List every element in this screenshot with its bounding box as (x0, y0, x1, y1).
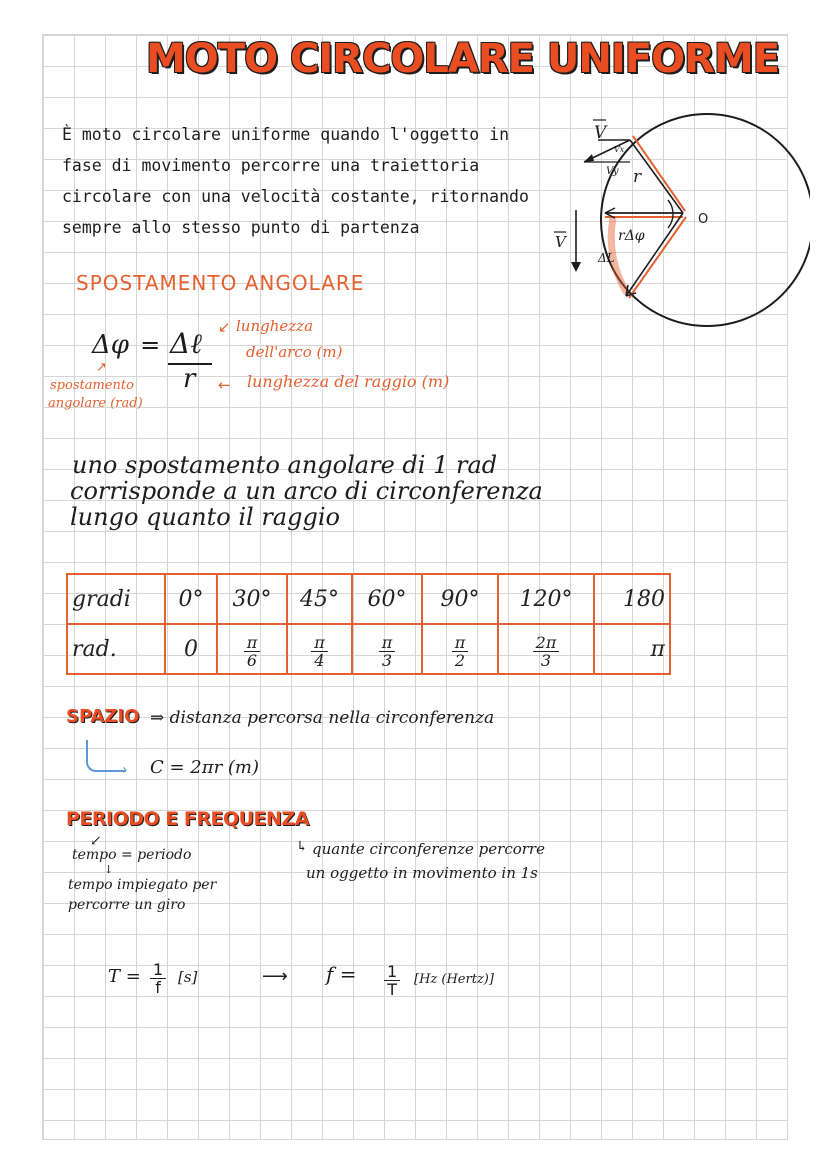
page-title: MOTO CIRCOLARE UNIFORME (146, 36, 780, 82)
label-v-left: V (555, 233, 566, 251)
period-fraction (150, 960, 166, 996)
frac-den: 6 (246, 651, 258, 670)
note-displacement-line2: angolare (rad) (48, 396, 143, 411)
frequency-note-1: quante circonferenze percorre (312, 840, 545, 858)
table-cell-rad (498, 624, 594, 674)
period-note-2: tempo impiegato per (68, 877, 217, 893)
intro-line: circolare con una velocità costante, ritornando (62, 187, 529, 206)
formula-denominator: r (183, 364, 196, 394)
table-cell-rad (422, 624, 498, 674)
radian-line: lungo quanto il raggio (70, 503, 340, 531)
angle-mark (668, 200, 673, 228)
spazio-heading: SPAZIO (66, 706, 140, 727)
table-cell-rad: π (594, 624, 670, 674)
label-v-top: V (594, 123, 607, 143)
frac-num: 1 (150, 961, 166, 979)
frac-num: π (311, 634, 328, 652)
intro-paragraph (62, 119, 529, 243)
label-r-delta-phi: rΔφ (618, 228, 645, 244)
period-note-1: tempo = periodo (72, 847, 192, 863)
frac-den: 4 (314, 651, 325, 670)
table-cell-rad: 0 (165, 624, 217, 674)
angular-formula (92, 330, 166, 360)
frac-num: 1 (384, 963, 400, 981)
frac-den: 3 (540, 651, 552, 670)
label-vy: Vy (606, 166, 619, 177)
arrowhead-icon (571, 262, 581, 272)
label-vx: Vx (614, 145, 625, 154)
table-cell-degree: 180 (594, 574, 670, 624)
freq-arrow-icon: ↳ (296, 839, 308, 855)
frac-num: π (244, 634, 261, 652)
note-radius: lunghezza del raggio (m) (247, 372, 450, 391)
table-cell-rad (217, 624, 287, 674)
down-arrow-icon: ↓ (104, 863, 114, 876)
arrow-up-icon: ↗ (96, 360, 107, 375)
radius-bottom (626, 213, 683, 296)
period-arrow-icon: ↙ (90, 833, 102, 849)
arrow-left-icon: ↙ (218, 318, 231, 336)
spazio-definition: ⇒ distanza percorsa nella circonferenza (150, 708, 495, 728)
radian-definition (70, 452, 543, 530)
table-cell-rad (287, 624, 352, 674)
radian-line: corrisponde a un arco di circonferenza (70, 477, 543, 505)
arrow-left-icon: ← (218, 376, 231, 394)
label-r-top: r (633, 167, 642, 187)
note-displacement-line1: spostamento (50, 378, 134, 393)
frequency-unit: [Hz (Hertz)] (414, 972, 494, 987)
frac-den: T (387, 980, 397, 999)
frequency-note-2: un oggetto in movimento in 1s (306, 864, 538, 882)
table-cell-degree: 45° (287, 574, 352, 624)
circle-diagram (540, 100, 810, 350)
arrowhead-icon (584, 154, 594, 162)
table-row (67, 574, 670, 624)
formula-numerator: Δℓ (170, 327, 202, 360)
formula-lhs: Δφ (92, 330, 129, 360)
period-unit: [s] (178, 968, 198, 986)
arrow-right-icon: ⟶ (262, 966, 288, 987)
frac-den: 2 (454, 651, 466, 670)
table-cell-gradi-label: gradi (67, 574, 165, 624)
table-row (67, 624, 670, 674)
frac-num: 2π (533, 634, 560, 652)
frequency-formula-lhs: f = (326, 962, 357, 986)
frequency-fraction (384, 962, 400, 998)
note-arc-line1: lunghezza (236, 317, 314, 335)
table-cell-degree: 90° (422, 574, 498, 624)
intro-line: È moto circolare uniforme quando l'oggetto in (62, 125, 510, 144)
table-cell-degree: 30° (217, 574, 287, 624)
curved-arrow-icon (86, 740, 126, 772)
circumference-formula: C = 2πr (m) (150, 757, 260, 778)
radian-line: uno spostamento angolare di 1 rad (72, 451, 498, 479)
table-cell-degree: 0° (165, 574, 217, 624)
formula-equals: = (140, 331, 161, 359)
frac-den: 3 (381, 651, 393, 670)
table-cell-degree: 120° (498, 574, 594, 624)
degrees-radians-table (66, 573, 671, 675)
intro-line: fase di movimento percorre una traiettoria (62, 156, 480, 175)
table-cell-rad (352, 624, 422, 674)
frac-num: π (379, 634, 396, 652)
label-origin: O (698, 212, 709, 227)
arrowhead-icon: › (122, 762, 128, 778)
spostamento-heading: SPOSTAMENTO ANGOLARE (76, 271, 365, 295)
frac-den: f (155, 978, 161, 997)
note-arc-line2: dell'arco (m) (246, 343, 343, 361)
table-cell-degree: 60° (352, 574, 422, 624)
intro-line: sempre allo stesso punto di partenza (62, 218, 420, 237)
table-cell-rad-label: rad. (67, 624, 165, 674)
period-formula-lhs: T = (108, 966, 141, 987)
frac-num: π (452, 634, 469, 652)
label-delta-l: ΔL (598, 251, 615, 265)
periodo-heading: PERIODO E FREQUENZA (66, 808, 309, 830)
period-note-3: percorre un giro (68, 897, 186, 913)
